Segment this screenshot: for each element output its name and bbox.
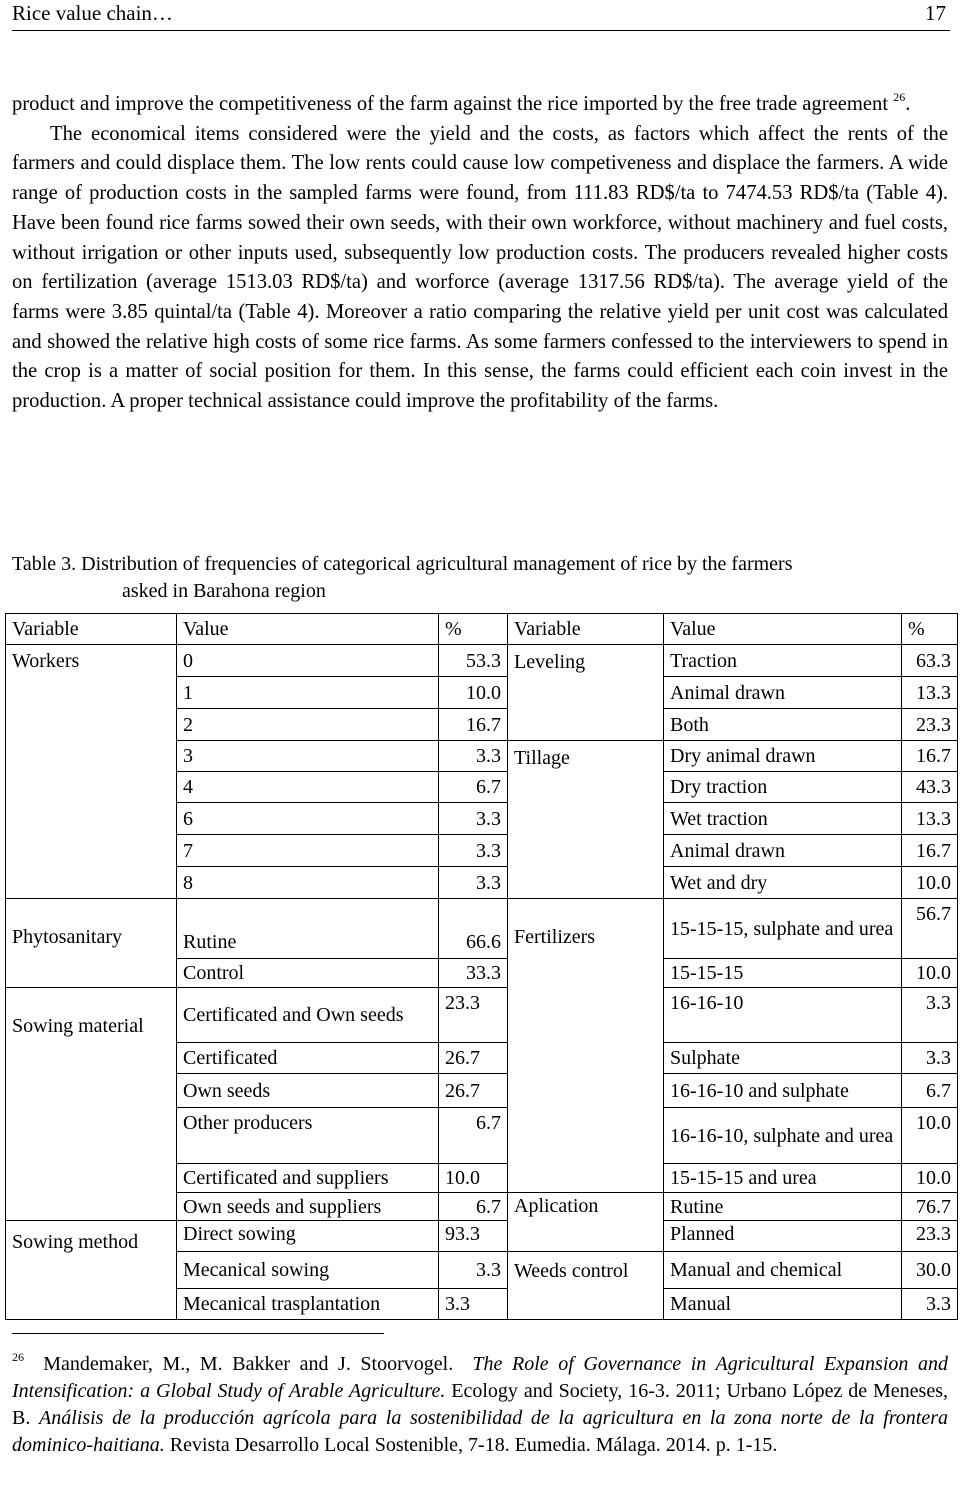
percent-cell: 56.7 (902, 899, 958, 959)
table-caption (12, 551, 952, 605)
percent-cell: 6.7 (439, 1108, 508, 1164)
value-cell: 15-15-15 (664, 959, 902, 988)
percent-cell: 6.7 (902, 1074, 958, 1108)
value-cell: 1 (177, 677, 439, 709)
value-cell: 7 (177, 835, 439, 867)
variable-cell: Weeds control (508, 1252, 664, 1320)
value-cell: 16-16-10 (664, 988, 902, 1043)
footnote-separator (12, 1333, 384, 1334)
table-row (6, 988, 958, 1043)
percent-cell: 23.3 (902, 709, 958, 741)
percent-cell: 93.3 (439, 1221, 508, 1252)
value-cell: Manual (664, 1289, 902, 1320)
value-cell: Mecanical sowing (177, 1252, 439, 1289)
header-cell: Value (177, 614, 439, 645)
value-cell: Certificated (177, 1043, 439, 1074)
footnote-journal-1: Ecology and Society, 16-3. 2011; Urbano López de Meneses, B. (12, 1380, 949, 1429)
percent-cell: 66.6 (439, 899, 508, 959)
footnote-authors: Mandemaker, M., M. Bakker and J. Stoorvogel. (43, 1353, 454, 1375)
value-cell: 15-15-15, sulphate and urea (664, 899, 902, 959)
value-cell: Animal drawn (664, 835, 902, 867)
value-cell: Rutine (664, 1193, 902, 1221)
percent-cell: 3.3 (902, 988, 958, 1043)
running-title: Rice value chain… (12, 1, 173, 25)
header-cell: % (902, 614, 958, 645)
running-header (12, 0, 950, 31)
percent-cell: 63.3 (902, 645, 958, 677)
percent-cell: 13.3 (902, 677, 958, 709)
table-row (6, 899, 958, 959)
percent-cell: 33.3 (439, 959, 508, 988)
value-cell: Wet and dry (664, 867, 902, 899)
footnote-number: 26 (12, 1350, 24, 1364)
header-cell: % (439, 614, 508, 645)
value-cell: Other producers (177, 1108, 439, 1164)
header-cell: Variable (508, 614, 664, 645)
percent-cell: 30.0 (902, 1252, 958, 1289)
percent-cell: 16.7 (439, 709, 508, 741)
percent-cell: 26.7 (439, 1074, 508, 1108)
percent-cell: 10.0 (902, 1108, 958, 1164)
value-cell: 4 (177, 772, 439, 803)
table-row (6, 1221, 958, 1252)
value-cell: Rutine (177, 899, 439, 959)
percent-cell: 53.3 (439, 645, 508, 677)
value-cell: Both (664, 709, 902, 741)
value-cell: Control (177, 959, 439, 988)
variable-cell: Aplication (508, 1193, 664, 1252)
value-cell: Traction (664, 645, 902, 677)
value-cell: 15-15-15 and urea (664, 1164, 902, 1193)
value-cell: Sulphate (664, 1043, 902, 1074)
caption-line-1: Table 3. Distribution of frequencies of categorical agricultural management of rice by the farmers (12, 553, 793, 575)
variable-cell: Workers (6, 645, 177, 899)
table-row (6, 645, 958, 677)
footnote-journal-2: Revista Desarrollo Local Sostenible, 7-18. Eumedia. Málaga. 2014. p. 1-15. (169, 1434, 778, 1456)
variable-cell: Tillage (508, 741, 664, 899)
value-cell: 3 (177, 741, 439, 772)
paragraph-1-end: . (905, 93, 911, 115)
value-cell: Animal drawn (664, 677, 902, 709)
percent-cell: 3.3 (439, 835, 508, 867)
value-cell: Dry traction (664, 772, 902, 803)
variable-cell: Sowing method (6, 1221, 177, 1320)
value-cell: Own seeds and suppliers (177, 1193, 439, 1221)
value-cell: Certificated and suppliers (177, 1164, 439, 1193)
percent-cell: 10.0 (902, 959, 958, 988)
footnote-title-2: Análisis de la producción agrícola para la sostenibilidad de la agricultura en la zona norte de la frontera dominico-haitiana. (12, 1407, 949, 1456)
body-text (12, 90, 948, 417)
value-cell: 8 (177, 867, 439, 899)
footnote-title-1: The Role of Governance in Agricultural Expansion and Intensification: a Global Study of Arable Agriculture. (12, 1353, 948, 1402)
value-cell: Dry animal drawn (664, 741, 902, 772)
variable-cell: Phytosanitary (6, 899, 177, 988)
percent-cell: 6.7 (439, 1193, 508, 1221)
value-cell: 0 (177, 645, 439, 677)
percent-cell: 43.3 (902, 772, 958, 803)
frequency-table (5, 613, 958, 1320)
percent-cell: 3.3 (902, 1289, 958, 1320)
variable-cell: Fertilizers (508, 899, 664, 1193)
paragraph-2: The economical items considered were the yield and the costs, as factors which affect the rents of the farmers and could displace them. The low rents could cause low competiveness and displace the farmers. A wide range of production costs in the sampled farms were found, from 111.83 RD$/ta to 7474.53 RD$/ta (Table 4). Have been found rice farms sowed their own seeds, with their own workforce, without machinery and fuel costs, without irrigation or other inputs used, subsequently low production costs. The producers revealed higher costs on fertilization (average 1513.03 RD$/ta) and worforce (average 1317.56 RD$/ta). The average yield of the farms were 3.85 quintal/ta (Table 4). Moreover a ratio comparing the relative yield per unit cost was calculated and showed the relative high costs of some rice farms. As some farmers confessed to the interviewers to spend in the crop is a matter of social position for them. In this sense, the farms could efficient each coin invest in the production. A proper technical assistance could improve the profitability of the farms. (12, 122, 948, 413)
value-cell: Certificated and Own seeds (177, 988, 439, 1043)
percent-cell: 10.0 (439, 677, 508, 709)
percent-cell: 3.3 (439, 803, 508, 835)
paragraph-1: product and improve the competitiveness of the farm against the rice imported by the free trade agreement (12, 93, 889, 115)
percent-cell: 3.3 (902, 1043, 958, 1074)
table-header-row (6, 614, 958, 645)
value-cell: Manual and chemical (664, 1252, 902, 1289)
percent-cell: 10.0 (902, 867, 958, 899)
percent-cell: 6.7 (439, 772, 508, 803)
value-cell: 2 (177, 709, 439, 741)
caption-line-2: asked in Barahona region (122, 580, 326, 602)
percent-cell: 76.7 (902, 1193, 958, 1221)
page-number: 17 (925, 1, 946, 25)
value-cell: Own seeds (177, 1074, 439, 1108)
header-cell: Variable (6, 614, 177, 645)
percent-cell: 10.0 (439, 1164, 508, 1193)
percent-cell: 23.3 (902, 1221, 958, 1252)
percent-cell: 23.3 (439, 988, 508, 1043)
percent-cell: 3.3 (439, 1289, 508, 1320)
footnote (12, 1351, 948, 1459)
percent-cell: 3.3 (439, 1252, 508, 1289)
value-cell: 6 (177, 803, 439, 835)
variable-cell: Leveling (508, 645, 664, 741)
percent-cell: 3.3 (439, 867, 508, 899)
value-cell: Planned (664, 1221, 902, 1252)
percent-cell: 26.7 (439, 1043, 508, 1074)
value-cell: 16-16-10, sulphate and urea (664, 1108, 902, 1164)
value-cell: Direct sowing (177, 1221, 439, 1252)
footnote-ref[interactable]: 26 (893, 90, 906, 104)
value-cell: Mecanical trasplantation (177, 1289, 439, 1320)
percent-cell: 16.7 (902, 741, 958, 772)
variable-cell: Sowing material (6, 988, 177, 1221)
percent-cell: 13.3 (902, 803, 958, 835)
value-cell: Wet traction (664, 803, 902, 835)
header-cell: Value (664, 614, 902, 645)
percent-cell: 16.7 (902, 835, 958, 867)
percent-cell: 3.3 (439, 741, 508, 772)
percent-cell: 10.0 (902, 1164, 958, 1193)
value-cell: 16-16-10 and sulphate (664, 1074, 902, 1108)
